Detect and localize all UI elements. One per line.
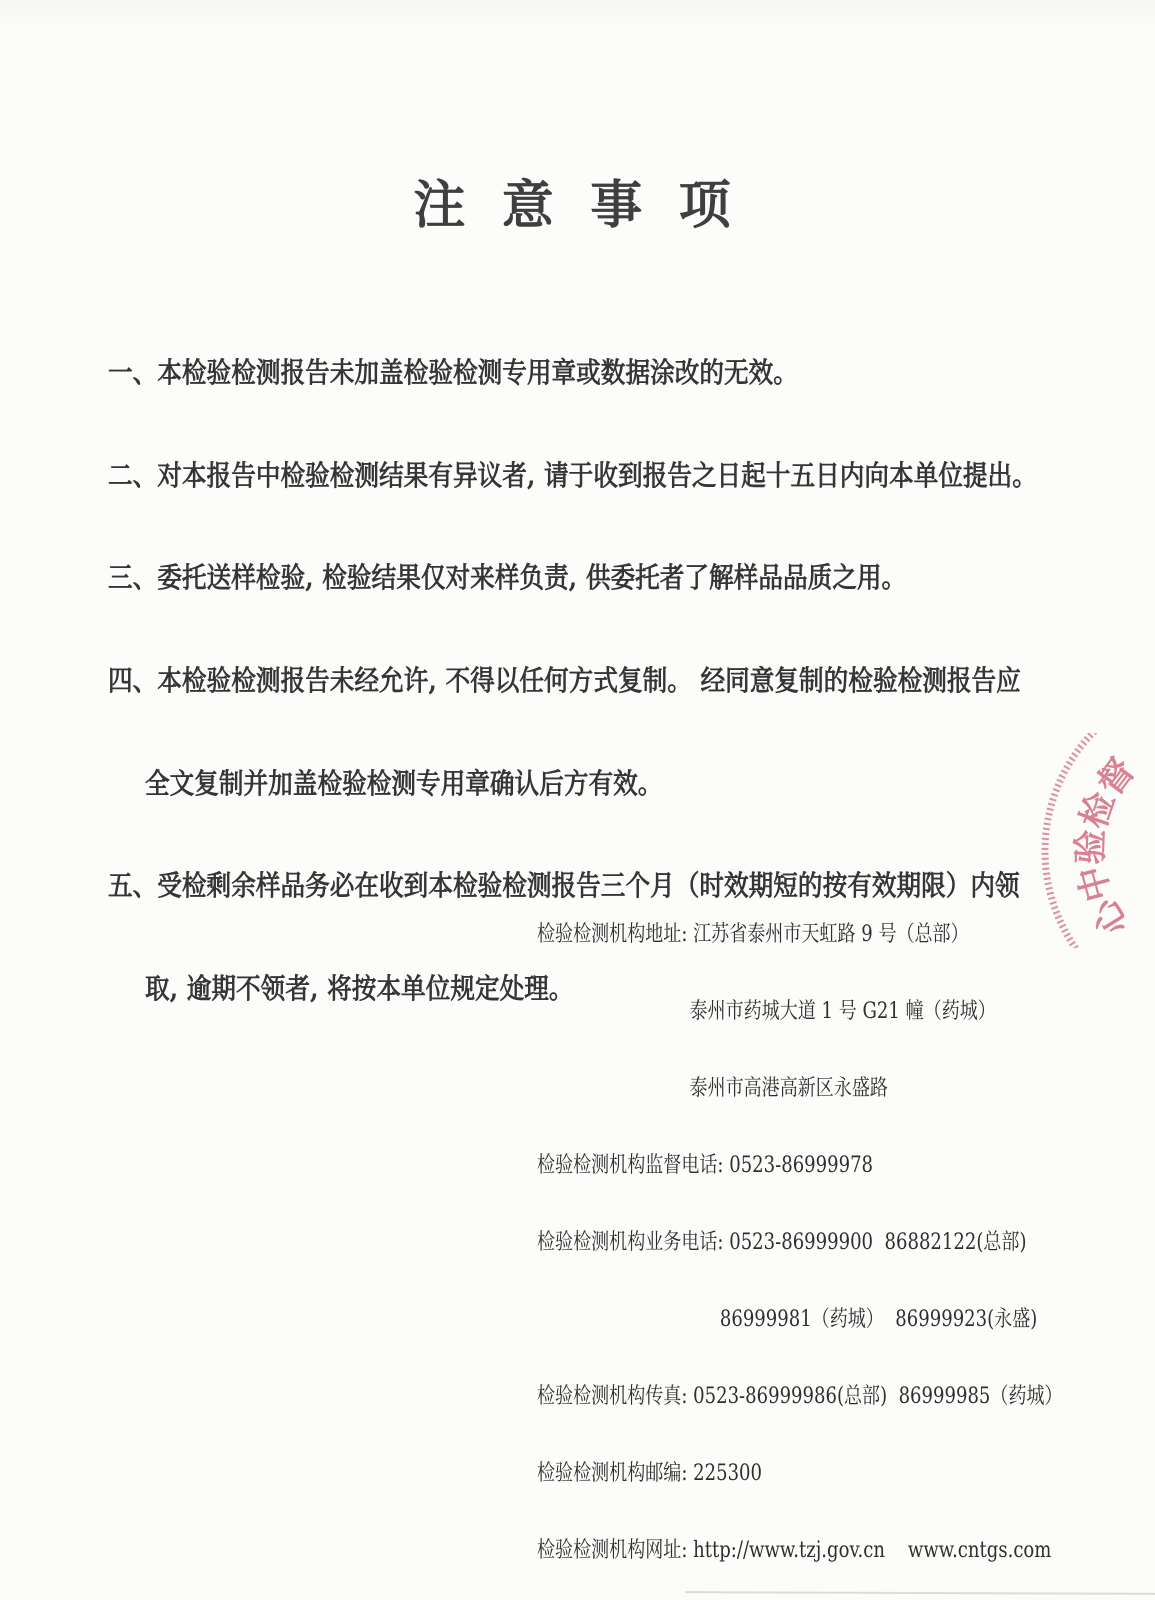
contact-website: 检验检测机构网址: http://www.tzj.gov.cn www.cntgs.com [537,1538,1052,1563]
seal-char: 检 [1073,787,1124,834]
contact-fax: 检验检测机构传真: 0523-86999986(总部) 86999985（药城） [537,1384,1063,1409]
notice-line: 一、本检验检测报告未加盖检验检测专用章或数据涂改的无效。 [108,356,798,389]
notice-line: 四、本检验检测报告未经允许, 不得以任何方式复制。 经同意复制的检验检测报告应 [108,664,1021,698]
page-title: 注 意 事 项 [413,177,742,235]
red-seal-stamp [1010,733,1155,948]
contact-info-block [537,871,1063,1600]
seal-char: 验 [1069,828,1113,866]
seal-char: 督 [1089,750,1144,804]
contact-supervision-phone: 检验检测机构监督电话: 0523-86999978 [537,1153,874,1178]
notice-line: 三、委托送样检验, 检验结果仅对来样负责, 供委托者了解样品品质之用。 [108,561,907,595]
seal-char: 中 [1070,861,1120,906]
notice-line-continuation: 全文复制并加盖检验检测专用章确认后方有效。 [144,766,663,800]
contact-business-phone-cont: 86999981（药城） 86999923(永盛) [719,1307,1038,1332]
notice-line-continuation: 取, 逾期不领者, 将按本单位规定处理。 [144,972,574,1006]
scan-artifact-top [0,0,1155,30]
contact-address-line: 检验检测机构地址: 江苏省泰州市天虹路 9 号（总部） [537,922,969,947]
contact-business-phone: 检验检测机构业务电话: 0523-86999900 86882122(总部) [537,1230,1027,1255]
notice-line: 二、对本报告中检验检测结果有异议者, 请于收到报告之日起十五日内向本单位提出。 [108,458,1037,492]
contact-postcode: 检验检测机构邮编: 225300 [537,1461,763,1486]
contact-address-line: 泰州市高港高新区永盛路 [689,1076,888,1101]
seal-char: 心 [1083,891,1137,943]
contact-address-line: 泰州市药城大道 1 号 G21 幢（药城） [689,999,996,1024]
notice-line: 五、受检剩余样品务必在收到本检验检测报告三个月（时效期短的按有效期限）内领 [108,869,1020,903]
